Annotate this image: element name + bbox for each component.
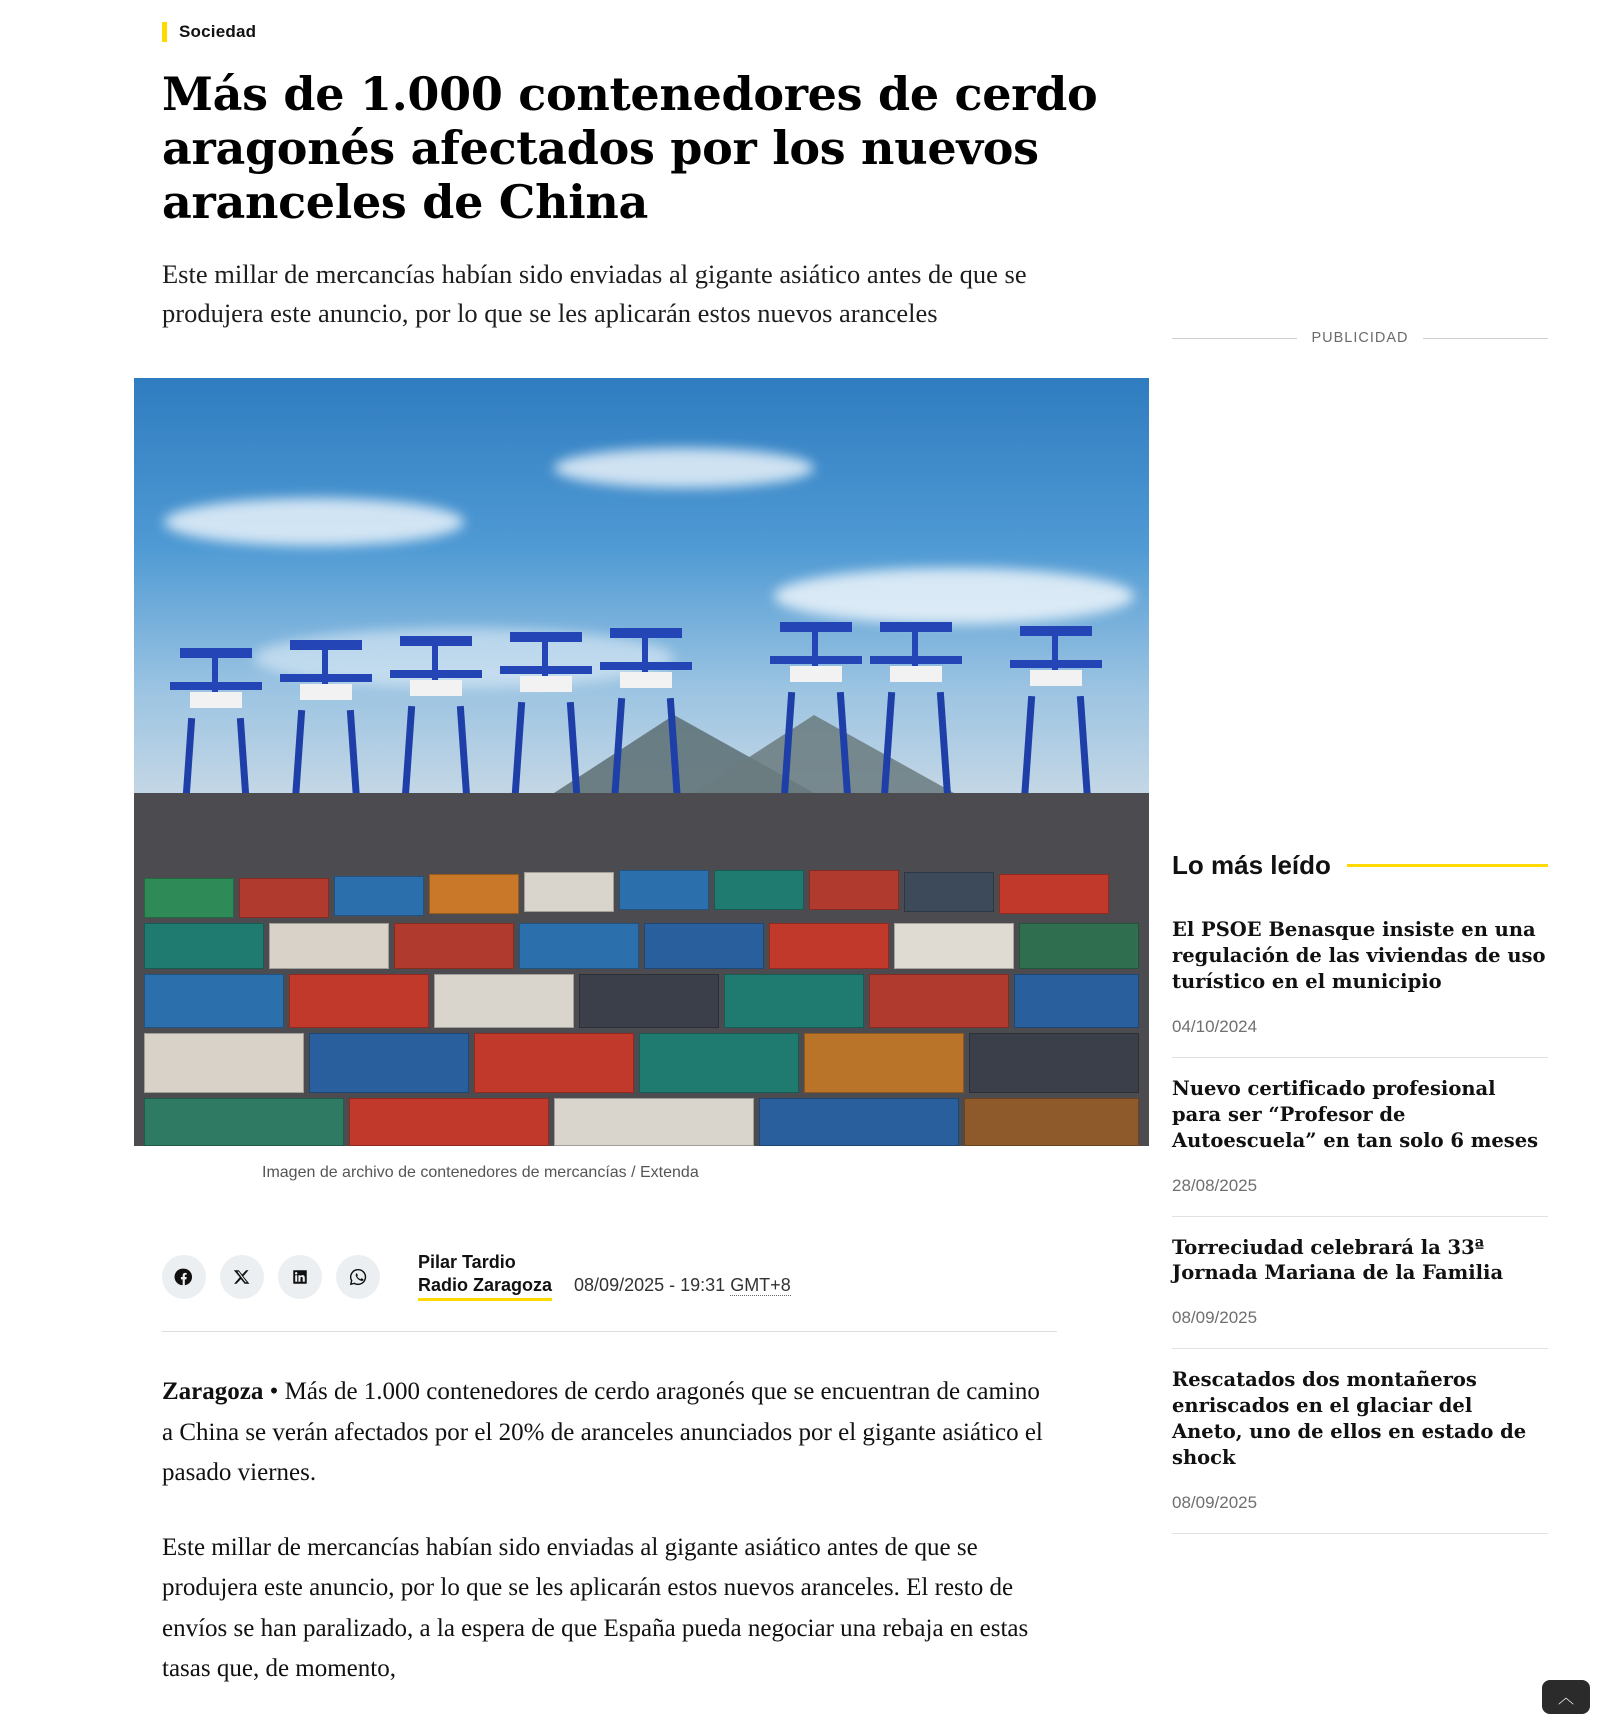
whatsapp-share-icon[interactable]: [336, 1255, 380, 1299]
byline: [418, 1252, 791, 1301]
byline-meta: [418, 1275, 791, 1301]
most-read-item-date: 04/10/2024: [1172, 1016, 1258, 1036]
advertisement-slot[interactable]: [1172, 350, 1548, 820]
image-container: [239, 878, 329, 918]
ad-label-row: [1172, 330, 1548, 346]
most-read-item-date: 08/09/2025: [1172, 1493, 1258, 1513]
image-container-yard: [134, 793, 1149, 1146]
image-crane: [1014, 626, 1098, 816]
article-paragraph: [162, 1528, 1057, 1690]
image-container: [429, 874, 519, 914]
image-container: [144, 974, 284, 1028]
image-container: [394, 923, 514, 969]
image-container: [289, 974, 429, 1028]
image-container: [519, 923, 639, 969]
paragraph-text: Más de 1.000 contenedores de cerdo aragonés que se encuentran de camino a China se verán afectados por el 20% de aranceles anunciados por el gigante asiático el pasado viernes.: [162, 1378, 1043, 1487]
image-container: [804, 1033, 964, 1093]
article-body: [162, 1372, 1057, 1690]
image-container: [1014, 974, 1139, 1028]
share-buttons: [162, 1255, 380, 1299]
most-read-item-title[interactable]: El PSOE Benasque insiste en una regulación de las viviendas de uso turístico en el municipio: [1172, 918, 1546, 993]
image-container: [434, 974, 574, 1028]
byline-outlet[interactable]: Radio Zaragoza: [418, 1275, 552, 1301]
article-image: [134, 378, 1149, 1146]
most-read-item-title[interactable]: Nuevo certificado profesional para ser “Profesor de Autoescuela” en tan solo 6 meses: [1172, 1076, 1539, 1152]
image-container: [724, 974, 864, 1028]
image-container: [759, 1098, 959, 1146]
kicker-accent-bar: [162, 22, 167, 42]
image-container: [639, 1033, 799, 1093]
image-container: [349, 1098, 549, 1146]
image-container: [644, 923, 764, 969]
image-container: [904, 872, 994, 912]
most-read-accent-rule: [1347, 864, 1548, 867]
image-container: [474, 1033, 634, 1093]
ad-label: PUBLICIDAD: [1311, 330, 1409, 346]
image-container: [269, 923, 389, 969]
image-container: [769, 923, 889, 969]
ad-rule-left: [1172, 338, 1297, 339]
scroll-to-top-button[interactable]: [1542, 1680, 1590, 1714]
ad-rule-right: [1423, 338, 1548, 339]
most-read-item-date: 08/09/2025: [1172, 1308, 1258, 1328]
image-container: [964, 1098, 1139, 1146]
most-read-header: [1172, 850, 1548, 881]
image-crane: [604, 628, 688, 818]
most-read-item-title[interactable]: Rescatados dos montañeros enriscados en el glaciar del Aneto, uno de ellos en estado de shock: [1172, 1368, 1527, 1470]
image-container: [809, 870, 899, 910]
list-item[interactable]: [1172, 1217, 1548, 1350]
list-item[interactable]: [1172, 899, 1548, 1058]
image-container: [714, 870, 804, 910]
x-share-icon[interactable]: [220, 1255, 264, 1299]
image-container: [144, 1098, 344, 1146]
section-kicker[interactable]: [162, 22, 1120, 42]
image-crane: [874, 622, 958, 812]
image-cloud: [774, 568, 1134, 624]
image-caption: Imagen de archivo de contenedores de mercancías / Extenda: [262, 1164, 699, 1182]
image-container: [894, 923, 1014, 969]
article-main-column: [100, 0, 1120, 1724]
sidebar: [1172, 0, 1548, 1724]
image-container: [554, 1098, 754, 1146]
image-container: [619, 870, 709, 910]
byline-timezone: GMT+8: [730, 1275, 791, 1296]
image-container: [524, 872, 614, 912]
facebook-share-icon[interactable]: [162, 1255, 206, 1299]
article-dateline: Zaragoza: [162, 1378, 264, 1406]
linkedin-share-icon[interactable]: [278, 1255, 322, 1299]
byline-row: [162, 1252, 1057, 1332]
list-item[interactable]: [1172, 1058, 1548, 1217]
image-container: [969, 1033, 1139, 1093]
image-container: [309, 1033, 469, 1093]
article-paragraph: [162, 1372, 1057, 1494]
image-crane: [774, 622, 858, 812]
list-item[interactable]: [1172, 1349, 1548, 1534]
paragraph-text: Este millar de mercancías habían sido enviadas al gigante asiático antes de que se produjera este anuncio, por lo que se les aplicarán estos nuevos aranceles. El resto de envíos se han paralizado, a la espera de que España pueda negociar una rebaja en estas tasas que, de momento,: [162, 1533, 1029, 1683]
image-cloud: [554, 448, 814, 488]
image-container: [144, 1033, 304, 1093]
image-container: [144, 923, 264, 969]
most-read-item-date: 28/08/2025: [1172, 1175, 1258, 1195]
page-title: Más de 1.000 contenedores de cerdo aragonés afectados por los nuevos aranceles de China: [162, 67, 1098, 229]
image-container: [999, 874, 1109, 914]
dateline-separator: •: [263, 1378, 285, 1406]
kicker-label[interactable]: Sociedad: [179, 22, 257, 41]
most-read-item-title[interactable]: Torreciudad celebrará la 33ª Jornada Mariana de la Familia: [1172, 1235, 1504, 1285]
chevron-up-icon: ︿: [1557, 1690, 1574, 1708]
byline-date-value: 08/09/2025 - 19:31: [574, 1275, 726, 1296]
image-container: [579, 974, 719, 1028]
image-container: [1019, 923, 1139, 969]
article-figure: [134, 378, 1149, 1182]
image-cloud: [164, 498, 464, 546]
article-standfirst: Este millar de mercancías habían sido enviadas al gigante asiático antes de que se produjera este anuncio, por lo que se les aplicarán estos nuevos aranceles: [162, 259, 1027, 328]
most-read-title: Lo más leído: [1172, 850, 1331, 880]
byline-date: [574, 1275, 791, 1296]
byline-author[interactable]: Pilar Tardio: [418, 1252, 516, 1273]
image-container: [144, 878, 234, 918]
image-container: [869, 974, 1009, 1028]
image-container: [334, 876, 424, 916]
